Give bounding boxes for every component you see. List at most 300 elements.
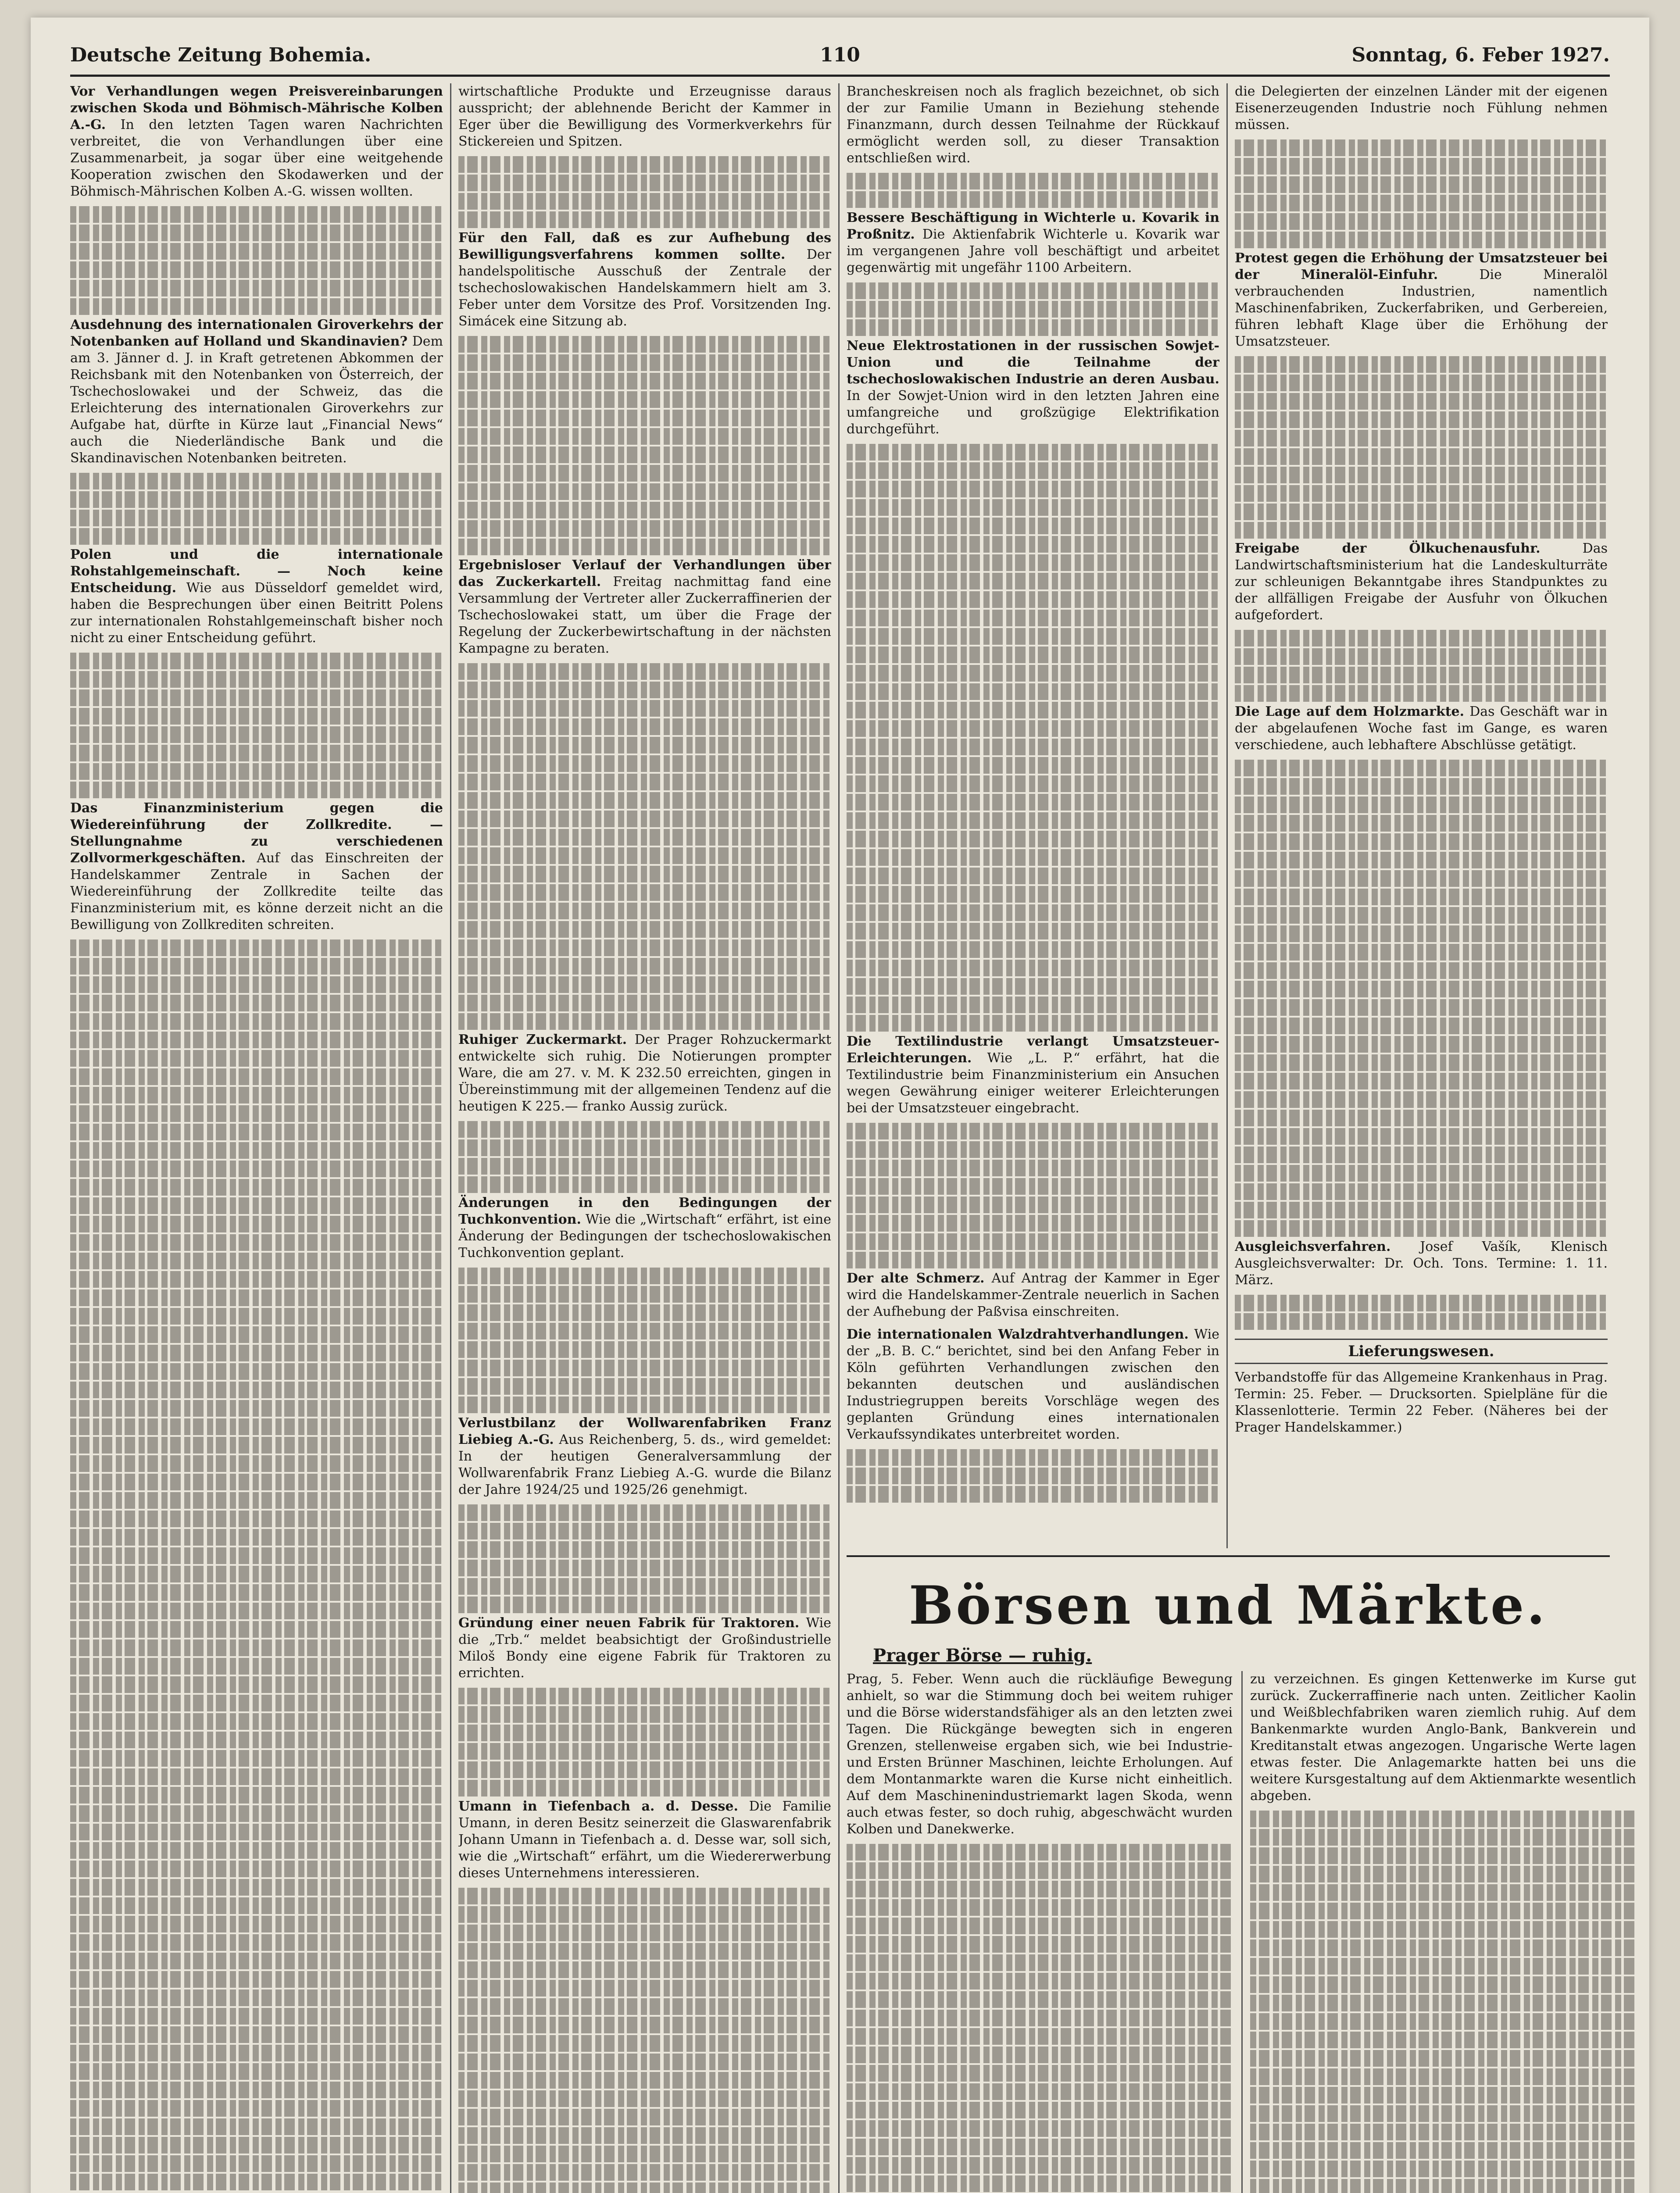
text-line: [458, 391, 831, 408]
text-line: [458, 2054, 831, 2070]
text-line: [70, 1345, 443, 1361]
text-line: [1235, 195, 1608, 211]
text-line: [847, 757, 1219, 774]
text-line: [70, 1713, 443, 1730]
text-line: [847, 978, 1219, 995]
text-line: [1250, 1976, 1636, 1993]
text-line: [458, 1378, 831, 1395]
text-line: [70, 1271, 443, 1288]
text-line: [70, 2155, 443, 2172]
article: [458, 1032, 831, 1115]
article-body: Die Mineralöl verbrauchenden Industrien, namentlich Maschinenfabriken, Zuckerfabriken, und Gerbereien, führen lebhaft Klage über die Erhöhung der Umsatzsteuer.: [1235, 267, 1608, 349]
article-headline: Protest gegen die Erhöhung der Umsatzsteuer bei der Mineralöl-Einfuhr.: [1235, 250, 1608, 282]
text-line: [1235, 139, 1608, 156]
text-line: [70, 491, 443, 508]
text-line: [847, 1015, 1219, 1032]
text-line: [1235, 833, 1608, 850]
text-line: [847, 191, 1219, 208]
text-line: [70, 1732, 443, 1748]
text-line: [458, 2035, 831, 2052]
text-line: [458, 663, 831, 680]
article-headline: Gründung einer neuen Fabrik für Traktoren.: [458, 1615, 800, 1631]
text-line: [458, 2127, 831, 2144]
text-line: [458, 428, 831, 445]
text-line: [70, 1824, 443, 1840]
text-line: [70, 280, 443, 296]
article: [847, 210, 1219, 276]
text-line: [847, 628, 1219, 645]
text-line: [70, 1934, 443, 1951]
column-4: [1235, 83, 1608, 1548]
text-line: [847, 1215, 1219, 1232]
text-line: [70, 708, 443, 725]
text-line: [458, 700, 831, 717]
text-line: [1250, 2032, 1636, 2048]
text-line: [70, 958, 443, 975]
article-body: Wie „L. P.“ erfährt, hat die Textilindustrie beim Finanzministerium ein Ansuchen wegen Gewährung einiger weiterer Erleichterungen bei der Umsatzsteuer eingebracht.: [847, 1050, 1219, 1116]
text-line: [70, 1308, 443, 1325]
text-line: [847, 665, 1219, 682]
text-line: [1235, 1054, 1608, 1071]
text-line: [1235, 1128, 1608, 1145]
article-body: Aus Reichenberg, 5. ds., wird gemeldet: In der heutigen Generalversammlung der Wollwarenfabrik Franz Liebieg A.-G. wurde die Bilanz der Jahre 1924/25 und 1925/26 genehmigt.: [458, 1432, 831, 1497]
text-line: [70, 1879, 443, 1896]
text-line: [70, 1529, 443, 1546]
column-divider: [450, 83, 451, 2193]
text-line: [847, 1973, 1233, 1989]
article-headline: Die internationalen Walzdrahtverhandlungen.: [847, 1327, 1189, 1342]
text-line: [458, 156, 831, 173]
text-line: [1235, 870, 1608, 887]
text-line: [458, 1725, 831, 1741]
text-line: [1250, 2068, 1636, 2085]
text-line: [458, 1925, 831, 1941]
text-line: [1235, 999, 1608, 1016]
text-line: [1235, 1036, 1608, 1053]
text-line: [847, 462, 1219, 479]
text-line: [70, 2045, 443, 2061]
text-line: [847, 2157, 1233, 2174]
text-line: [847, 2175, 1233, 2192]
text-line: [70, 1621, 443, 1638]
markets-section: [847, 1555, 1636, 2193]
text-line: [458, 958, 831, 975]
text-line: [847, 849, 1219, 866]
text-line: [70, 1750, 443, 1767]
text-line: [70, 2100, 443, 2117]
text-line: [70, 1326, 443, 1343]
text-line: [458, 1121, 831, 1138]
text-line: [847, 1936, 1233, 1953]
text-line: [458, 903, 831, 919]
text-line: [70, 1916, 443, 1932]
text-line: [458, 354, 831, 371]
text-line: [70, 1124, 443, 1140]
text-line: [1235, 1165, 1608, 1182]
text-line: [458, 1597, 831, 1613]
text-line: [70, 1566, 443, 1582]
text-line: [847, 960, 1219, 976]
article: [458, 230, 831, 330]
text-line: [847, 1141, 1219, 1158]
text-line: [458, 1541, 831, 1558]
text-line: [458, 1943, 831, 1960]
text-line: [847, 1197, 1219, 1213]
text-line: [847, 173, 1219, 189]
text-line: [1235, 796, 1608, 813]
text-line: [458, 1888, 831, 1904]
masthead-page-number: 110: [820, 43, 860, 66]
text-line: [70, 1197, 443, 1214]
text-line: [70, 510, 443, 526]
text-line: [1250, 2013, 1636, 2030]
text-line: [1235, 411, 1608, 428]
article-body: In den letzten Tagen waren Nachrichten verbreitet, die von Verhandlungen über eine Zusammenarbeit, ja sogar über eine weitgehende Kooperation zwischen den Skodawerken und der Böhmisch-Mährischen Kolben A.-G. wissen wollten.: [70, 117, 443, 199]
article-body: Dem am 3. Jänner d. J. in Kraft getretenen Abkommen der Reichsbank mit den Notenbanken von Österreich, der Tschechoslowakei und der Schweiz, das die Erleichterung des internationalen Giroverkehrs zur Aufgabe hat, dürfte in Kürze laut „Financial News“ auch die Niederländische Bank und die Skandinavischen Notenbanken beitreten.: [70, 334, 443, 466]
article-headline: Ruhiger Zuckermarkt.: [458, 1032, 627, 1047]
text-line: [70, 2026, 443, 2043]
article-body: Brancheskreisen noch als fraglich bezeichnet, ob sich der zur Familie Umann in Beziehung stehende Finanzmann, durch dessen Teilnahme der Rückkauf ermöglicht werden soll, zu dieser Transaktion entschließen wird.: [847, 84, 1219, 166]
section-heading: Lieferungswesen.: [1235, 1339, 1608, 1364]
text-line: [847, 904, 1219, 921]
article-body: Freitag nachmittag fand eine Versammlung der Vertreter aller Zuckerraffinerien der Tschechoslowakei statt, um über die Frage der Regelung der Zuckerbewirtschaftung in der nächsten Kampagne zu beraten.: [458, 574, 831, 656]
text-line: [458, 847, 831, 864]
article-body: Wie die „Wirtschaft“ erfährt, ist eine Änderung der Bedingungen der tschechoslowakischen Tuchkonvention geplant.: [458, 1212, 831, 1261]
text-line: [847, 739, 1219, 755]
text-line: [458, 1560, 831, 1576]
text-line: [847, 2028, 1233, 2045]
masthead-newspaper-name: Deutsche Zeitung Bohemia.: [70, 43, 372, 66]
text-line: [458, 211, 831, 228]
text-line: [458, 1286, 831, 1303]
column-divider: [1241, 1671, 1243, 2193]
text-line: [1235, 1091, 1608, 1108]
article-headline: Die Lage auf dem Holzmarkte.: [1235, 704, 1465, 719]
text-line: [70, 1861, 443, 1877]
text-line: [458, 1176, 831, 1193]
text-line: [1235, 1147, 1608, 1163]
text-line: [847, 923, 1219, 939]
article-headline: Ausdehnung des internationalen Giroverkehrs der Notenbanken auf Holland und Skandinavien?: [70, 317, 443, 349]
text-line: [1235, 213, 1608, 230]
text-line: [847, 702, 1219, 718]
text-line: [70, 1400, 443, 1417]
article-body: Josef Vašík, Klenisch Ausgleichsverwalter: Dr. Och. Tons. Termine: 1. 11. März.: [1235, 1239, 1608, 1288]
article: [1235, 83, 1608, 133]
markets-column-left: [847, 1671, 1233, 2193]
text-line: [70, 671, 443, 688]
column-divider: [1226, 83, 1228, 1548]
text-line: [458, 1998, 831, 2015]
article-headline: Die Textilindustrie verlangt Umsatzsteuer-Erleichterungen.: [847, 1034, 1219, 1066]
text-line: [1235, 1202, 1608, 1218]
text-line: [1235, 667, 1608, 683]
text-line: [70, 995, 443, 1011]
text-line: [1235, 232, 1608, 248]
text-line: [847, 683, 1219, 700]
text-line: [1235, 485, 1608, 502]
text-line: [70, 1437, 443, 1454]
text-line: [847, 1954, 1233, 1971]
text-line: [847, 831, 1219, 847]
text-line: [847, 1881, 1233, 1897]
text-line: [70, 1547, 443, 1564]
text-line: [70, 1639, 443, 1656]
text-line: [70, 1253, 443, 1269]
text-line: [847, 1123, 1219, 1139]
masthead: [70, 35, 1610, 77]
text-line: [1235, 852, 1608, 868]
article: [458, 1798, 831, 1882]
text-line: [458, 755, 831, 772]
text-line: [847, 610, 1219, 626]
text-line: [70, 1768, 443, 1785]
column-2: [458, 83, 831, 2193]
text-line: [847, 573, 1219, 589]
text-line: [1235, 158, 1608, 175]
article-body: Der handelspolitische Ausschuß der Zentrale der tschechoslowakischen Handelskammern hielt am 3. Feber unter dem Vorsitze des Prof. Vorsitzenden Ing. Simácek eine Sitzung ab.: [458, 247, 831, 329]
text-line: [458, 465, 831, 482]
text-line: [70, 1805, 443, 1822]
text-line: [1250, 2124, 1636, 2140]
text-line: [458, 1523, 831, 1539]
text-line: [847, 1468, 1219, 1484]
text-line: [1250, 2105, 1636, 2122]
article: [458, 83, 831, 150]
text-line: [1250, 1939, 1636, 1956]
text-line: [847, 2065, 1233, 2082]
text-line: [70, 528, 443, 545]
text-line: [1250, 2179, 1636, 2193]
text-line: [1235, 467, 1608, 483]
article-body: die Delegierten der einzelnen Länder mit der eigenen Eisenerzeugenden Industrie noch Fühlung nehmen müssen.: [1235, 84, 1608, 132]
text-line: [847, 2102, 1233, 2118]
text-line: [1250, 1903, 1636, 1919]
article: [847, 338, 1219, 438]
text-line: [70, 1013, 443, 1030]
text-line: [847, 481, 1219, 497]
article-body: Das Landwirtschaftsministerium hat die Landeskulturräte zur schleunigen Bekanntgabe ihres Standpunktes zu der allfälligen Freigabe der Ausfuhr von Ölkuchen aufgefordert.: [1235, 541, 1608, 623]
text-line: [1235, 1220, 1608, 1237]
text-line: [458, 1706, 831, 1723]
article-headline: Polen und die internationale Rohstahlgemeinschaft. — Noch keine Entscheidung.: [70, 547, 443, 596]
text-line: [458, 1139, 831, 1156]
text-line: [70, 1032, 443, 1048]
text-line: [70, 1474, 443, 1490]
text-line: [1235, 685, 1608, 702]
text-line: [458, 774, 831, 790]
article: [1235, 704, 1608, 754]
text-line: [458, 976, 831, 993]
text-line: [70, 1363, 443, 1380]
article: [1235, 540, 1608, 624]
article-headline: Freigabe der Ölkuchenausfuhr.: [1235, 541, 1541, 556]
text-line: [1235, 1295, 1608, 1311]
text-line: [70, 1953, 443, 1969]
text-line: [1235, 504, 1608, 520]
text-line: [1235, 760, 1608, 776]
text-line: [70, 1068, 443, 1085]
text-line: [458, 410, 831, 426]
text-line: [70, 939, 443, 956]
text-line: [458, 2164, 831, 2181]
text-line: [847, 794, 1219, 811]
text-line: [847, 1844, 1233, 1861]
text-line: [70, 1216, 443, 1232]
text-line: [847, 282, 1219, 299]
text-line: [70, 243, 443, 260]
text-line: [458, 682, 831, 698]
text-line: [847, 1862, 1233, 1879]
article-body: Die Aktienfabrik Wichterle u. Kovarik war im vergangenen Jahre voll beschäftigt und arbeitet gegenwärtig mit ungefähr 1100 Arbeitern.: [847, 227, 1219, 275]
text-line: [70, 1234, 443, 1251]
text-line: [1235, 648, 1608, 665]
text-line: [458, 2182, 831, 2193]
markets-title: Börsen und Märkte.: [908, 1575, 1548, 1636]
article-headline: Verlustbilanz der Wollwarenfabriken Franz Liebieg A.-G.: [458, 1415, 831, 1447]
text-line: [458, 373, 831, 389]
text-line: [70, 1161, 443, 1177]
article-headline: Vor Verhandlungen wegen Preisvereinbarungen zwischen Skoda und Böhmisch-Mährische Kolben A.-G.: [70, 84, 443, 132]
text-line: [458, 1743, 831, 1760]
text-line: [70, 1455, 443, 1472]
article-body: zu verzeichnen. Es gingen Kettenwerke im Kurse gut zurück. Zuckerraffinerie nach unten. Zeitlicher Kaolin und Weißblechfabriken waren ziemlich ruhig. Auf dem Bankenmarkte wurden Anglo-Bank, Bankverein und Kreditanstalt etwas angezogen. Ungarische Werte lagen etwas fester. Die Anlagemarkte hatten bei uns die weitere Kursgestaltung auf dem Aktienmarkte wesentlich abgeben.: [1250, 1672, 1636, 1804]
text-line: [847, 812, 1219, 829]
text-line: [1235, 393, 1608, 410]
text-line: [847, 996, 1219, 1013]
text-line: [847, 554, 1219, 571]
article: [1235, 1239, 1608, 1289]
text-line: [1250, 1866, 1636, 1882]
text-line: [458, 2072, 831, 2089]
text-line: [458, 884, 831, 901]
text-line: [847, 1991, 1233, 2008]
text-line: [70, 1105, 443, 1122]
text-line: [70, 782, 443, 798]
text-line: [1235, 889, 1608, 905]
article: [70, 800, 443, 933]
text-line: [1235, 925, 1608, 942]
text-line: [70, 1676, 443, 1693]
article-body: wirtschaftliche Produkte und Erzeugnisse daraus ausspricht; der ablehnende Bericht der Kammer in Eger über die Bewilligung des Vormerkverkehrs für Stickereien und Spitzen.: [458, 84, 831, 149]
text-line: [847, 536, 1219, 553]
text-line: [70, 1603, 443, 1619]
text-line: [70, 1087, 443, 1104]
text-line: [458, 1980, 831, 1997]
text-line: [1250, 1884, 1636, 1901]
article-body: Auf Antrag der Kammer in Eger wird die Handelskammer-Zentrale neuerlich in Sachen der Aufhebung der Paßvisa einschreiten.: [847, 1271, 1219, 1319]
article-body: Wie der „B. B. C.“ berichtet, sind bei den Anfang Feber in Köln geführten Verhandlungen zwischen den bekannten deutschen und ausländischen Industriegruppen bereits Vorschläge wegen des geplanten Gründung eines internationalen Verkaufssyndikates unterbreitet worden.: [847, 1327, 1219, 1442]
text-line: [847, 775, 1219, 792]
text-line: [847, 1486, 1219, 1503]
article: [847, 1270, 1219, 1320]
article: [70, 546, 443, 646]
text-line: [70, 261, 443, 278]
article-body: Wie die „Trb.“ meldet beabsichtigt der Großindustrielle Miloš Bondy eine eigene Fabrik für Traktoren zu errichten.: [458, 1615, 831, 1681]
article: [458, 1415, 831, 1498]
text-line: [1235, 981, 1608, 997]
text-line: [847, 720, 1219, 737]
text-line: [70, 1142, 443, 1159]
markets-column-right: [1250, 1671, 1636, 2193]
text-line: [1235, 1018, 1608, 1034]
text-line: [847, 2047, 1233, 2063]
text-line: [847, 646, 1219, 663]
text-line: [1235, 375, 1608, 391]
text-line: [458, 336, 831, 353]
text-line: [70, 2008, 443, 2025]
text-line: [847, 1160, 1219, 1176]
text-line: [458, 1397, 831, 1413]
text-line: [1235, 430, 1608, 446]
article: [458, 1195, 831, 1261]
text-line: [458, 2146, 831, 2162]
article-headline: Der alte Schmerz.: [847, 1271, 985, 1286]
text-line: [458, 866, 831, 882]
text-line: [458, 1304, 831, 1321]
text-line: [70, 1897, 443, 1914]
text-line: [458, 1158, 831, 1175]
text-line: [70, 2063, 443, 2080]
article-body: In der Sowjet-Union wird in den letzten Jahren eine umfangreiche und großzügige Elektrifikation durchgeführt.: [847, 388, 1219, 437]
text-line: [70, 726, 443, 743]
text-line: [458, 737, 831, 754]
text-line: [70, 2174, 443, 2190]
text-line: [70, 1382, 443, 1398]
text-line: [1235, 356, 1608, 373]
text-line: [847, 591, 1219, 608]
text-line: [70, 2082, 443, 2098]
text-line: [458, 1268, 831, 1284]
text-line: [458, 446, 831, 463]
text-line: [1250, 1811, 1636, 1827]
text-line: [458, 1906, 831, 1923]
text-line: [458, 829, 831, 846]
text-line: [70, 763, 443, 780]
article: [458, 1615, 831, 1682]
text-line: [70, 1511, 443, 1527]
newspaper-page: [31, 18, 1649, 2193]
text-line: [70, 1289, 443, 1306]
text-line: [70, 1492, 443, 1509]
text-line: [70, 1787, 443, 1804]
text-line: [847, 2120, 1233, 2137]
text-line: [1235, 907, 1608, 924]
text-line: [70, 745, 443, 761]
text-line: [458, 539, 831, 555]
article: [1235, 250, 1608, 350]
article: [847, 1326, 1219, 1443]
article-body: Die Familie Umann, in deren Besitz seinerzeit die Glaswarenfabrik Johann Umann in Tiefenbach a. d. Desse war, soll sich, wie die „Wirtschaft“ erfährt, um die Wiedererwerbung dieses Unternehmens interessieren.: [458, 1799, 831, 1881]
article: [70, 83, 443, 200]
article: [847, 83, 1219, 167]
text-line: [458, 718, 831, 735]
text-line: [458, 2090, 831, 2107]
text-line: [458, 2017, 831, 2033]
text-line: [1235, 815, 1608, 832]
article-headline: Ausgleichsverfahren.: [1235, 1239, 1391, 1254]
text-line: [1235, 778, 1608, 795]
text-line: [458, 483, 831, 500]
text-line: [458, 1013, 831, 1030]
text-line: [70, 206, 443, 223]
text-line: [70, 1695, 443, 1711]
text-line: [847, 319, 1219, 336]
column-divider: [838, 83, 840, 2193]
text-line: [847, 444, 1219, 461]
article: [1235, 1369, 1608, 1436]
text-line: [847, 941, 1219, 958]
